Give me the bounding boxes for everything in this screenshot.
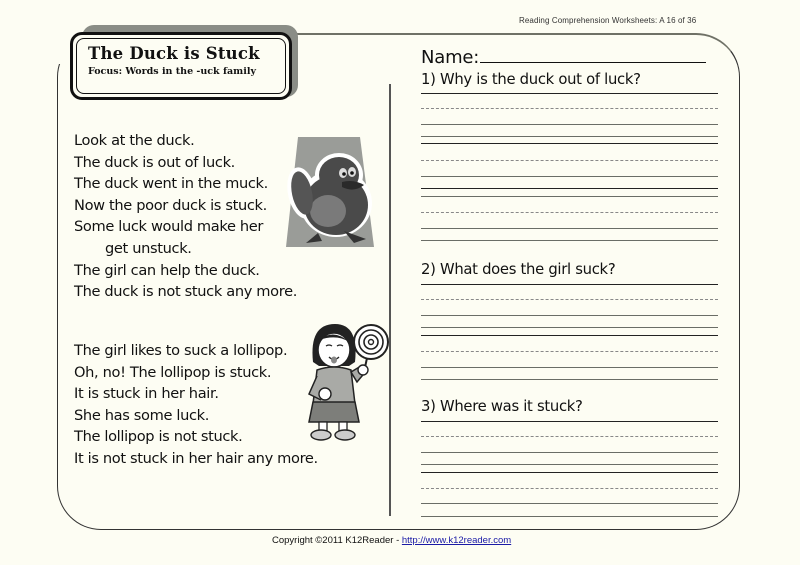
answer-line: [421, 124, 718, 125]
story-line: Some luck would make her: [74, 218, 264, 236]
answer-line: [421, 351, 718, 352]
answer-line: [421, 93, 718, 94]
story-line: Now the poor duck is stuck.: [74, 196, 267, 214]
answer-line: [421, 516, 718, 517]
answer-line: [421, 379, 718, 380]
story-line: The duck went in the muck.: [74, 175, 268, 193]
answer-line: [421, 136, 718, 137]
story-line: She has some luck.: [74, 406, 210, 424]
answer-line: [421, 196, 718, 197]
story-line: The girl can help the duck.: [74, 261, 260, 279]
column-divider: [389, 84, 391, 516]
story-line: The duck is not stuck any more.: [74, 283, 297, 301]
footer: [272, 535, 511, 546]
title-box: [70, 32, 292, 100]
answer-line: [421, 327, 718, 328]
name-label: Name:: [421, 47, 480, 68]
answer-line: [421, 315, 718, 316]
answer-line: [421, 436, 718, 437]
answer-line: [421, 367, 718, 368]
question-2: 2) What does the girl suck?: [421, 261, 616, 278]
copyright-text: Copyright ©2011 K12Reader -: [272, 535, 402, 546]
answer-line: [421, 488, 718, 489]
answer-line: [421, 212, 718, 213]
answer-line: [421, 284, 718, 285]
duck-illustration-icon: [284, 135, 384, 249]
answer-line: [421, 464, 718, 465]
story-paragraph-2: [74, 340, 318, 470]
story-line: get unstuck.: [105, 239, 192, 257]
answer-line: [421, 228, 718, 229]
worksheet-title: The Duck is Stuck: [88, 44, 260, 63]
story-line: Oh, no! The lollipop is stuck.: [74, 363, 272, 381]
answer-line: [421, 503, 718, 504]
girl-with-lollipop-icon: [301, 320, 391, 442]
answer-line: [421, 160, 718, 161]
story-line: The girl likes to suck a lollipop.: [74, 342, 288, 359]
worksheet-focus: Focus: Words in the -uck family: [88, 66, 256, 77]
answer-line: [421, 299, 718, 300]
worksheet-page-counter: Reading Comprehension Worksheets: A 16 of 36: [519, 16, 697, 25]
story-line: The lollipop is not stuck.: [74, 428, 243, 446]
name-field[interactable]: [421, 44, 706, 68]
k12reader-link[interactable]: http://www.k12reader.com: [401, 535, 512, 546]
answer-line: [421, 240, 718, 241]
answer-line: [421, 143, 718, 144]
question-1: 1) Why is the duck out of luck?: [421, 71, 641, 88]
story-line: It is stuck in her hair.: [74, 385, 219, 403]
question-3: 3) Where was it stuck?: [421, 398, 583, 415]
story-paragraph-1: [74, 130, 297, 303]
story-line: It is not stuck in her hair any more.: [74, 449, 318, 467]
name-underline[interactable]: [480, 44, 706, 63]
answer-line: [421, 472, 718, 473]
answer-line: [421, 108, 718, 109]
answer-line: [421, 421, 718, 422]
answer-line: [421, 335, 718, 336]
story-line: Look at the duck.: [74, 132, 195, 149]
answer-line: [421, 188, 718, 189]
story-line: The duck is out of luck.: [74, 153, 235, 171]
answer-line: [421, 176, 718, 177]
answer-line: [421, 452, 718, 453]
